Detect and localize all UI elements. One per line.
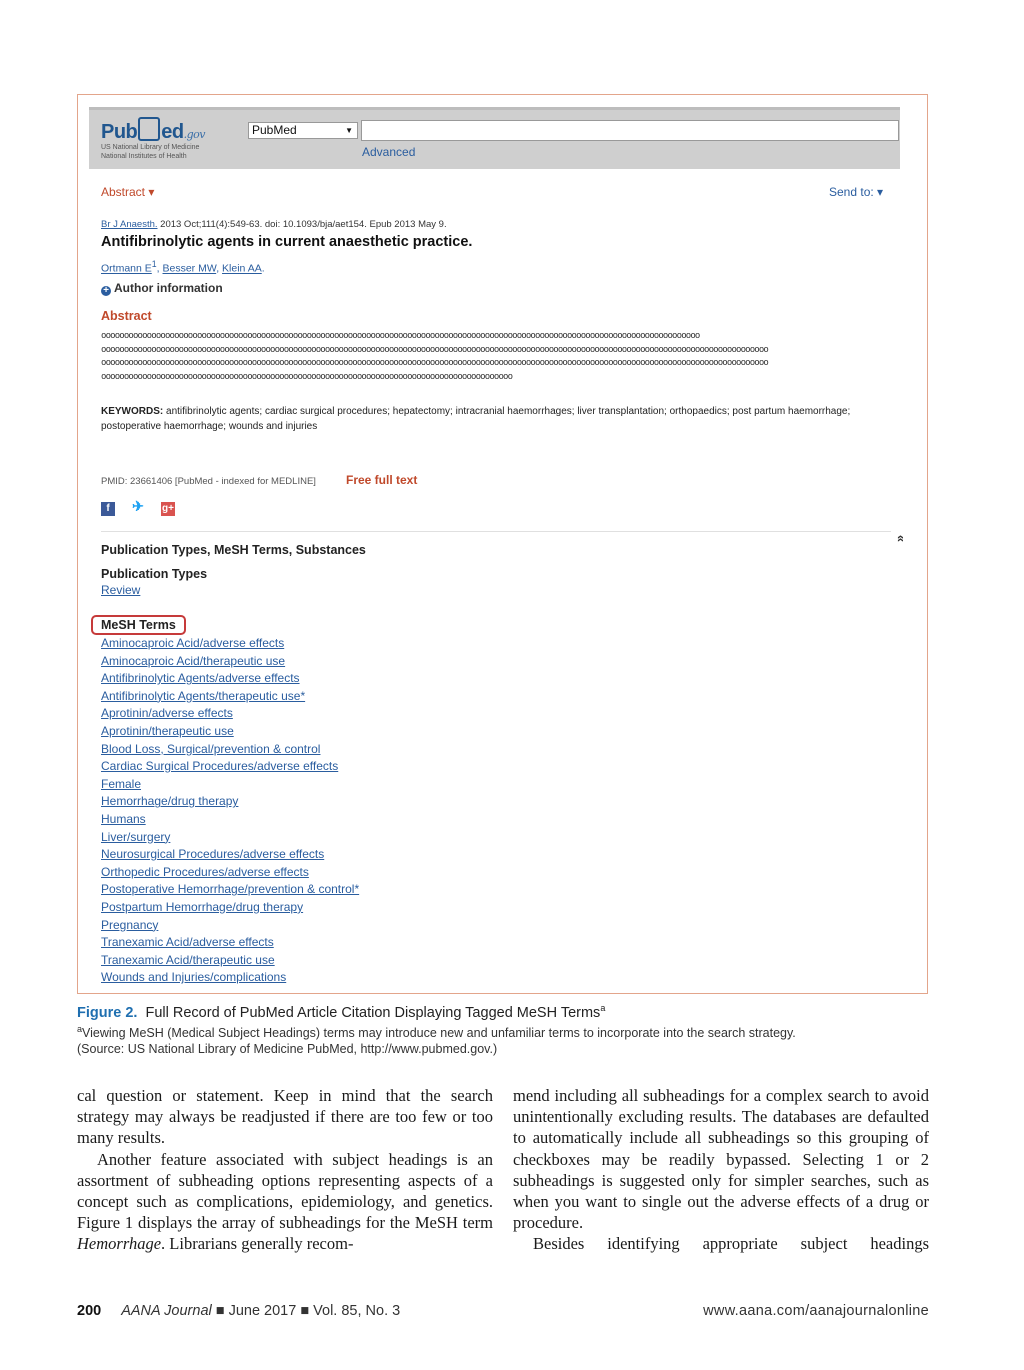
collapse-icon[interactable]: »: [892, 534, 908, 543]
mesh-term-link[interactable]: Hemorrhage/drug therapy: [101, 794, 239, 809]
facebook-icon[interactable]: f: [101, 502, 115, 516]
caret-down-icon: ▾: [148, 185, 155, 199]
body-column-left: [77, 1085, 493, 1255]
author-information-toggle[interactable]: + Author information: [101, 281, 223, 296]
header-top-bar: [89, 107, 900, 110]
mesh-term-link[interactable]: Aminocaproic Acid/adverse effects: [101, 636, 285, 650]
mesh-term-link[interactable]: Liver/surgery: [101, 829, 171, 844]
mesh-term-link[interactable]: Cardiac Surgical Procedures/adverse effects: [101, 759, 339, 774]
keywords: KEYWORDS: antifibrinolytic agents; cardiac surgical procedures; hepatectomy; intracranial haemorrhages; liver transplantation; orthopaedics; post partum haemorrhage; postoperative haemorrhage; wounds and injuries: [101, 406, 851, 432]
send-to-menu[interactable]: Send to: ▾: [829, 185, 884, 199]
section-divider: [101, 531, 891, 532]
page-number: 200: [77, 1303, 102, 1319]
search-input[interactable]: [361, 120, 899, 141]
mesh-term-link[interactable]: Blood Loss, Surgical/prevention & control: [101, 741, 321, 756]
paragraph: mend including all subheadings for a complex search to avoid unintentionally excluding results. The databases are defaulted to automatically include all subheadings so this grouping of checkboxes may be readily bypassed. Selecting 1 or 2 subheadings is suggested only for simpler searches, such as when you want to single out the adverse effects of a drug or procedure.: [513, 1086, 929, 1233]
mesh-term-link[interactable]: Tranexamic Acid/therapeutic use: [101, 952, 275, 967]
google-plus-icon[interactable]: g+: [162, 503, 174, 514]
mesh-term-link[interactable]: Antifibrinolytic Agents/adverse effects: [101, 671, 300, 686]
pubmed-header: [89, 107, 900, 169]
issue-date: June 2017: [228, 1303, 297, 1319]
twitter-icon[interactable]: ✈: [132, 498, 144, 514]
format-menu[interactable]: Abstract ▾: [101, 185, 155, 199]
mesh-term-link[interactable]: Orthopedic Procedures/adverse effects: [101, 864, 309, 879]
paragraph: Another feature associated with subject headings is an assortment of subheading options representing aspects of a concept such as complications, epidemiology, and genetics. Figure 1 displays the array of subheadings for the MeSH term Hemorrhage. Librarians generally recom-: [77, 1149, 493, 1254]
mesh-term-link[interactable]: Postoperative Hemorrhage/prevention & control*: [101, 882, 360, 897]
article-title: Antifibrinolytic agents in current anaesthetic practice.: [101, 234, 473, 250]
mesh-term-link[interactable]: Pregnancy: [101, 917, 159, 932]
publication-types-heading: Publication Types: [101, 567, 208, 581]
plus-circle-icon: +: [101, 286, 111, 296]
dropdown-arrow-icon: ▼: [345, 126, 353, 135]
caption-source: (Source: US National Library of Medicine PubMed, http://www.pubmed.gov.): [77, 1041, 498, 1056]
abstract-text: ooooooooooooooooooooooooooooooooooooooooooooooooooooooooooooooooooooooooooooooooooooooooooooooooooooooooooooooooooooooooooooooooooo oooooooooooooooooooooooooooooooooooooooooooooooooooooooooooooooooooooooooooooooooooooooooooooooooooooooooooooooooooooooooooooooooooooooooooooooooo oooooooooooooooooooooooooooooooooooooooooooooooooooooooooooooooooooooooooooooooooooooooooooooooooooooooooooooooooooooooooooooooooooooooooooooooooo oooooooooooooooooooooooooooooooooooooooooooooooooooooooooooooooooooooooooooooooooooooooooo: [101, 331, 768, 382]
figure-2-screenshot: [77, 94, 928, 994]
pubmed-logo[interactable]: Pub ed.gov: [101, 117, 205, 144]
body-column-right: [513, 1085, 929, 1255]
mesh-term-link[interactable]: Wounds and Injuries/complications: [101, 970, 287, 985]
mesh-term-link[interactable]: Neurosurgical Procedures/adverse effects: [101, 847, 325, 862]
citation-line: Br J Anaesth. 2013 Oct;111(4):549-63. doi: 10.1093/bja/aet154. Epub 2013 May 9.: [101, 219, 447, 230]
database-select[interactable]: PubMed ▼: [248, 122, 358, 139]
figure-label: Figure 2.: [77, 1004, 138, 1021]
paragraph: Besides identifying appropriate subject headings: [533, 1234, 929, 1254]
mesh-term-link[interactable]: Antifibrinolytic Agents/therapeutic use*: [101, 688, 306, 703]
journal-name: AANA Journal: [121, 1303, 212, 1319]
paragraph: cal question or statement. Keep in mind that the search strategy may always be readjusted if there are too few or too many results.: [77, 1086, 493, 1148]
page-footer: 200 AANA Journal ■ June 2017 ■ Vol. 85, No. 3 www.aana.com/aanajournalonline: [77, 1303, 929, 1319]
mesh-term-link[interactable]: Postpartum Hemorrhage/drug therapy: [101, 899, 304, 914]
social-share: [101, 498, 191, 512]
section-heading: Publication Types, MeSH Terms, Substances: [101, 543, 366, 557]
author-list: Ortmann $E^1$, Besser MW, Klein AA.: [101, 259, 265, 275]
mesh-term-link[interactable]: Humans: [101, 811, 146, 826]
figure-caption: [77, 1003, 937, 1056]
mesh-terms-heading: MeSH Terms: [91, 615, 186, 635]
caption-title: Figure 2. Full Record of PubMed Article Citation Displaying Tagged MeSH Terms$^a$: [77, 1003, 606, 1021]
mesh-term-link[interactable]: Aminocaproic Acid/therapeutic use: [101, 653, 286, 668]
advanced-search-link[interactable]: Advanced: [362, 145, 416, 159]
mesh-term-link[interactable]: Female: [101, 776, 142, 791]
mesh-term-link[interactable]: Aprotinin/adverse effects: [101, 706, 233, 721]
publication-type-link[interactable]: Review: [101, 583, 141, 597]
author-link[interactable]: Besser MW: [162, 262, 217, 275]
logo-subtitle: US National Library of Medicine National Institutes of Health: [101, 144, 200, 160]
pmid-line: PMID: 23661406 [PubMed - indexed for MEDLINE]: [101, 476, 316, 487]
logo-m-box-icon: [138, 117, 160, 141]
caret-down-icon: ▾: [877, 185, 884, 199]
mesh-term-link[interactable]: Tranexamic Acid/adverse effects: [101, 935, 274, 950]
issue-volume: Vol. 85, No. 3: [313, 1303, 401, 1319]
author-link[interactable]: Klein AA: [222, 262, 262, 275]
mesh-term-link[interactable]: Aprotinin/therapeutic use: [101, 723, 234, 738]
mesh-term-list: [101, 635, 359, 987]
author-link[interactable]: Ortmann E: [101, 262, 152, 275]
journal-link[interactable]: Br J Anaesth.: [101, 219, 158, 230]
journal-url[interactable]: www.aana.com/aanajournalonline: [703, 1303, 929, 1319]
free-full-text-link[interactable]: Free full text: [346, 473, 418, 487]
caption-note: $^a$Viewing MeSH (Medical Subject Headings) terms may introduce new and unfamiliar terms to incorporate into the search strategy.: [77, 1023, 796, 1040]
abstract-heading: Abstract: [101, 309, 152, 323]
